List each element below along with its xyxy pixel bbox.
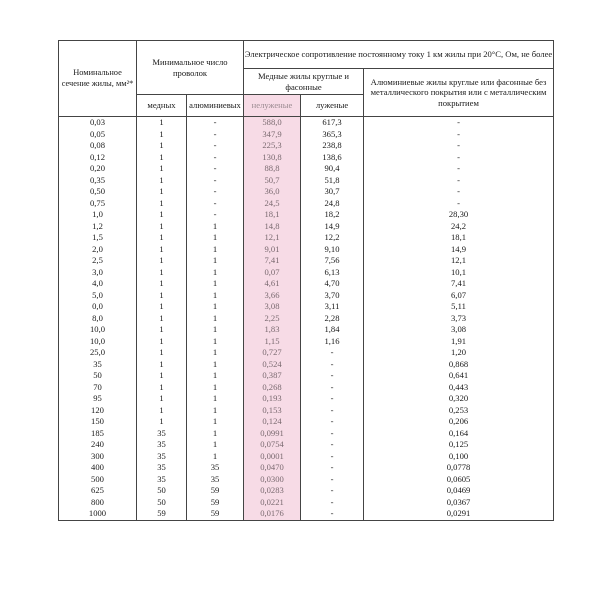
header-cross-section: Номинальное сечение жилы, мм²* bbox=[59, 41, 137, 117]
cell-copper-wires: 1 bbox=[137, 163, 187, 175]
cell-tinned: 1,16 bbox=[301, 336, 364, 348]
cell-copper-wires: 1 bbox=[137, 324, 187, 336]
cell-copper-wires: 1 bbox=[137, 117, 187, 129]
table-row bbox=[59, 129, 554, 141]
cell-aluminum-resistance: 0,0605 bbox=[364, 474, 554, 486]
cell-aluminum-wires: 35 bbox=[187, 462, 244, 474]
cell-tinned: 7,56 bbox=[301, 255, 364, 267]
table-row bbox=[59, 451, 554, 463]
cell-tinned: - bbox=[301, 428, 364, 440]
cell-aluminum-resistance: - bbox=[364, 152, 554, 164]
table-row bbox=[59, 140, 554, 152]
cell-aluminum-wires: - bbox=[187, 198, 244, 210]
cell-cross-section: 1000 bbox=[59, 508, 137, 520]
cell-aluminum-wires: 1 bbox=[187, 336, 244, 348]
cell-copper-wires: 35 bbox=[137, 451, 187, 463]
cell-copper-wires: 1 bbox=[137, 405, 187, 417]
cell-aluminum-wires: - bbox=[187, 152, 244, 164]
cell-copper-wires: 50 bbox=[137, 497, 187, 509]
cell-tinned: 9,10 bbox=[301, 244, 364, 256]
cell-copper-wires: 1 bbox=[137, 347, 187, 359]
table-row bbox=[59, 313, 554, 325]
cell-tinned: - bbox=[301, 462, 364, 474]
cell-untinned: 4,61 bbox=[244, 278, 301, 290]
header-copper-group: Медные жилы круглые и фасонные bbox=[244, 69, 364, 95]
table-row bbox=[59, 324, 554, 336]
cell-aluminum-wires: 1 bbox=[187, 301, 244, 313]
cell-untinned: 0,727 bbox=[244, 347, 301, 359]
cell-tinned: 365,3 bbox=[301, 129, 364, 141]
cell-cross-section: 1,2 bbox=[59, 221, 137, 233]
cell-aluminum-resistance: 0,125 bbox=[364, 439, 554, 451]
cell-aluminum-wires: - bbox=[187, 163, 244, 175]
cell-cross-section: 240 bbox=[59, 439, 137, 451]
cell-copper-wires: 35 bbox=[137, 428, 187, 440]
header-aluminum-group: Алюминиевые жилы круглые или фасонные без металлического покрытия или с металлическим покрытием bbox=[364, 69, 554, 117]
cell-cross-section: 1,0 bbox=[59, 209, 137, 221]
cell-cross-section: 25,0 bbox=[59, 347, 137, 359]
cell-aluminum-wires: 1 bbox=[187, 428, 244, 440]
cell-tinned: 4,70 bbox=[301, 278, 364, 290]
cell-aluminum-resistance: - bbox=[364, 186, 554, 198]
table-row bbox=[59, 508, 554, 520]
cell-aluminum-resistance: 0,164 bbox=[364, 428, 554, 440]
cell-copper-wires: 1 bbox=[137, 336, 187, 348]
cell-aluminum-resistance: 3,08 bbox=[364, 324, 554, 336]
table-body bbox=[59, 117, 554, 521]
cell-untinned: 0,0283 bbox=[244, 485, 301, 497]
cell-aluminum-wires: 1 bbox=[187, 439, 244, 451]
cell-aluminum-resistance: 28,30 bbox=[364, 209, 554, 221]
cell-untinned: 0,0221 bbox=[244, 497, 301, 509]
table-row bbox=[59, 347, 554, 359]
cell-copper-wires: 1 bbox=[137, 313, 187, 325]
table-row bbox=[59, 163, 554, 175]
cell-untinned: 0,268 bbox=[244, 382, 301, 394]
table-row bbox=[59, 393, 554, 405]
cell-copper-wires: 59 bbox=[137, 508, 187, 520]
table-row bbox=[59, 255, 554, 267]
cell-aluminum-resistance: 6,07 bbox=[364, 290, 554, 302]
cell-tinned: 3,70 bbox=[301, 290, 364, 302]
cell-untinned: 0,0470 bbox=[244, 462, 301, 474]
cell-copper-wires: 1 bbox=[137, 301, 187, 313]
cell-cross-section: 70 bbox=[59, 382, 137, 394]
header-tinned: луженые bbox=[301, 95, 364, 117]
cell-copper-wires: 1 bbox=[137, 129, 187, 141]
cell-cross-section: 0,0 bbox=[59, 301, 137, 313]
cell-cross-section: 0,05 bbox=[59, 129, 137, 141]
cell-aluminum-wires: 1 bbox=[187, 324, 244, 336]
cell-tinned: - bbox=[301, 508, 364, 520]
cell-aluminum-wires: 1 bbox=[187, 382, 244, 394]
cell-cross-section: 185 bbox=[59, 428, 137, 440]
cell-cross-section: 4,0 bbox=[59, 278, 137, 290]
cell-tinned: 12,2 bbox=[301, 232, 364, 244]
cell-aluminum-resistance: 0,868 bbox=[364, 359, 554, 371]
cell-copper-wires: 1 bbox=[137, 416, 187, 428]
header-copper-wires: медных bbox=[137, 95, 187, 117]
cell-aluminum-wires: 59 bbox=[187, 485, 244, 497]
cell-cross-section: 50 bbox=[59, 370, 137, 382]
cell-untinned: 12,1 bbox=[244, 232, 301, 244]
table-row bbox=[59, 428, 554, 440]
cell-untinned: 347,9 bbox=[244, 129, 301, 141]
table-row bbox=[59, 497, 554, 509]
cell-aluminum-resistance: 10,1 bbox=[364, 267, 554, 279]
cell-untinned: 3,66 bbox=[244, 290, 301, 302]
table-row bbox=[59, 405, 554, 417]
cell-aluminum-resistance: 0,100 bbox=[364, 451, 554, 463]
cell-aluminum-wires: 1 bbox=[187, 290, 244, 302]
cell-untinned: 24,5 bbox=[244, 198, 301, 210]
cell-aluminum-wires: 1 bbox=[187, 313, 244, 325]
header-min-wires: Минимальное число проволок bbox=[137, 41, 244, 95]
cell-untinned: 0,0300 bbox=[244, 474, 301, 486]
cell-copper-wires: 1 bbox=[137, 198, 187, 210]
table-row bbox=[59, 175, 554, 187]
cell-cross-section: 500 bbox=[59, 474, 137, 486]
cell-aluminum-resistance: - bbox=[364, 198, 554, 210]
cell-aluminum-resistance: 24,2 bbox=[364, 221, 554, 233]
cell-cross-section: 120 bbox=[59, 405, 137, 417]
cell-untinned: 0,124 bbox=[244, 416, 301, 428]
cell-aluminum-resistance: 0,320 bbox=[364, 393, 554, 405]
cell-cross-section: 400 bbox=[59, 462, 137, 474]
cell-tinned: 14,9 bbox=[301, 221, 364, 233]
cell-cross-section: 35 bbox=[59, 359, 137, 371]
cell-cross-section: 0,08 bbox=[59, 140, 137, 152]
cell-aluminum-wires: - bbox=[187, 129, 244, 141]
cell-cross-section: 1,5 bbox=[59, 232, 137, 244]
table-row bbox=[59, 278, 554, 290]
cell-untinned: 225,3 bbox=[244, 140, 301, 152]
cell-cross-section: 800 bbox=[59, 497, 137, 509]
table-row bbox=[59, 439, 554, 451]
cell-untinned: 0,153 bbox=[244, 405, 301, 417]
cell-copper-wires: 35 bbox=[137, 474, 187, 486]
cell-cross-section: 3,0 bbox=[59, 267, 137, 279]
table-row bbox=[59, 474, 554, 486]
cell-tinned: 18,2 bbox=[301, 209, 364, 221]
cell-tinned: 1,84 bbox=[301, 324, 364, 336]
cell-copper-wires: 35 bbox=[137, 439, 187, 451]
cell-untinned: 3,08 bbox=[244, 301, 301, 313]
cell-tinned: 617,3 bbox=[301, 117, 364, 129]
cell-copper-wires: 1 bbox=[137, 209, 187, 221]
cell-aluminum-resistance: 0,0367 bbox=[364, 497, 554, 509]
cell-aluminum-resistance: - bbox=[364, 117, 554, 129]
table-row bbox=[59, 267, 554, 279]
cell-tinned: - bbox=[301, 416, 364, 428]
cell-aluminum-resistance: - bbox=[364, 140, 554, 152]
cell-aluminum-wires: - bbox=[187, 209, 244, 221]
cell-aluminum-wires: 59 bbox=[187, 508, 244, 520]
cell-aluminum-wires: - bbox=[187, 117, 244, 129]
cell-cross-section: 0,75 bbox=[59, 198, 137, 210]
cell-tinned: - bbox=[301, 393, 364, 405]
cell-tinned: - bbox=[301, 451, 364, 463]
cell-copper-wires: 1 bbox=[137, 152, 187, 164]
cell-aluminum-resistance: 0,443 bbox=[364, 382, 554, 394]
table-row bbox=[59, 370, 554, 382]
cell-aluminum-resistance: 18,1 bbox=[364, 232, 554, 244]
table-row bbox=[59, 244, 554, 256]
cell-aluminum-wires: - bbox=[187, 140, 244, 152]
table-row bbox=[59, 198, 554, 210]
table-row bbox=[59, 186, 554, 198]
cell-aluminum-wires: - bbox=[187, 186, 244, 198]
cell-copper-wires: 1 bbox=[137, 175, 187, 187]
cell-copper-wires: 1 bbox=[137, 232, 187, 244]
cell-aluminum-resistance: - bbox=[364, 129, 554, 141]
cell-aluminum-resistance: 3,73 bbox=[364, 313, 554, 325]
cell-aluminum-resistance: 0,0778 bbox=[364, 462, 554, 474]
cell-tinned: 6,13 bbox=[301, 267, 364, 279]
cell-tinned: 238,8 bbox=[301, 140, 364, 152]
cell-aluminum-wires: 35 bbox=[187, 474, 244, 486]
cell-copper-wires: 1 bbox=[137, 140, 187, 152]
header-resistance: Электрическое сопротивление постоянному току 1 км жилы при 20°С, Ом, не более bbox=[244, 41, 554, 69]
cell-cross-section: 300 bbox=[59, 451, 137, 463]
cell-tinned: - bbox=[301, 382, 364, 394]
table-row bbox=[59, 301, 554, 313]
cell-cross-section: 625 bbox=[59, 485, 137, 497]
table-row bbox=[59, 152, 554, 164]
cell-copper-wires: 1 bbox=[137, 382, 187, 394]
table-row bbox=[59, 336, 554, 348]
table-row bbox=[59, 485, 554, 497]
cell-copper-wires: 1 bbox=[137, 370, 187, 382]
cell-cross-section: 2,0 bbox=[59, 244, 137, 256]
cell-aluminum-resistance: - bbox=[364, 175, 554, 187]
cell-tinned: - bbox=[301, 347, 364, 359]
cell-copper-wires: 1 bbox=[137, 290, 187, 302]
cell-tinned: - bbox=[301, 439, 364, 451]
cell-tinned: 90,4 bbox=[301, 163, 364, 175]
cell-tinned: - bbox=[301, 485, 364, 497]
cell-copper-wires: 1 bbox=[137, 221, 187, 233]
table-row bbox=[59, 232, 554, 244]
table-row bbox=[59, 382, 554, 394]
table-row bbox=[59, 462, 554, 474]
cell-untinned: 1,83 bbox=[244, 324, 301, 336]
cell-aluminum-wires: 1 bbox=[187, 370, 244, 382]
cell-aluminum-wires: 1 bbox=[187, 267, 244, 279]
cell-tinned: 2,28 bbox=[301, 313, 364, 325]
cell-untinned: 0,0991 bbox=[244, 428, 301, 440]
cell-cross-section: 0,50 bbox=[59, 186, 137, 198]
table-row bbox=[59, 359, 554, 371]
cell-copper-wires: 1 bbox=[137, 278, 187, 290]
cell-untinned: 2,25 bbox=[244, 313, 301, 325]
cell-aluminum-resistance: 0,253 bbox=[364, 405, 554, 417]
cell-aluminum-wires: 1 bbox=[187, 405, 244, 417]
cell-cross-section: 95 bbox=[59, 393, 137, 405]
cell-untinned: 7,41 bbox=[244, 255, 301, 267]
cell-tinned: 51,8 bbox=[301, 175, 364, 187]
cell-tinned: - bbox=[301, 405, 364, 417]
cell-untinned: 588,0 bbox=[244, 117, 301, 129]
cell-aluminum-wires: 59 bbox=[187, 497, 244, 509]
cell-aluminum-resistance: 1,91 bbox=[364, 336, 554, 348]
cell-aluminum-wires: 1 bbox=[187, 278, 244, 290]
cell-copper-wires: 1 bbox=[137, 244, 187, 256]
cell-aluminum-resistance: 7,41 bbox=[364, 278, 554, 290]
cell-copper-wires: 1 bbox=[137, 359, 187, 371]
table-row bbox=[59, 209, 554, 221]
cell-copper-wires: 1 bbox=[137, 186, 187, 198]
cell-tinned: - bbox=[301, 370, 364, 382]
cell-untinned: 130,8 bbox=[244, 152, 301, 164]
table-row bbox=[59, 416, 554, 428]
cell-untinned: 0,524 bbox=[244, 359, 301, 371]
cell-untinned: 0,0176 bbox=[244, 508, 301, 520]
cell-untinned: 50,7 bbox=[244, 175, 301, 187]
cell-aluminum-wires: 1 bbox=[187, 347, 244, 359]
cell-aluminum-wires: 1 bbox=[187, 255, 244, 267]
table-row bbox=[59, 290, 554, 302]
cell-cross-section: 2,5 bbox=[59, 255, 137, 267]
cell-copper-wires: 35 bbox=[137, 462, 187, 474]
cell-untinned: 36,0 bbox=[244, 186, 301, 198]
cell-aluminum-wires: 1 bbox=[187, 359, 244, 371]
cell-cross-section: 10,0 bbox=[59, 336, 137, 348]
cell-aluminum-resistance: 0,0291 bbox=[364, 508, 554, 520]
cell-copper-wires: 1 bbox=[137, 255, 187, 267]
cell-aluminum-resistance: 0,0469 bbox=[364, 485, 554, 497]
cell-aluminum-wires: 1 bbox=[187, 244, 244, 256]
cell-untinned: 0,387 bbox=[244, 370, 301, 382]
cell-untinned: 0,0001 bbox=[244, 451, 301, 463]
cell-tinned: - bbox=[301, 474, 364, 486]
cell-aluminum-wires: 1 bbox=[187, 221, 244, 233]
cell-cross-section: 0,03 bbox=[59, 117, 137, 129]
table-row bbox=[59, 221, 554, 233]
cell-copper-wires: 50 bbox=[137, 485, 187, 497]
cell-aluminum-resistance: 5,11 bbox=[364, 301, 554, 313]
cell-copper-wires: 1 bbox=[137, 393, 187, 405]
cell-untinned: 18,1 bbox=[244, 209, 301, 221]
cell-aluminum-wires: 1 bbox=[187, 416, 244, 428]
cell-cross-section: 0,12 bbox=[59, 152, 137, 164]
cell-aluminum-resistance: 14,9 bbox=[364, 244, 554, 256]
cell-untinned: 88,8 bbox=[244, 163, 301, 175]
cable-resistance-table bbox=[58, 40, 554, 521]
cell-tinned: - bbox=[301, 359, 364, 371]
cell-tinned: 3,11 bbox=[301, 301, 364, 313]
cell-cross-section: 10,0 bbox=[59, 324, 137, 336]
cell-cross-section: 0,35 bbox=[59, 175, 137, 187]
cell-aluminum-wires: 1 bbox=[187, 393, 244, 405]
header-aluminum-wires: алюминиевых bbox=[187, 95, 244, 117]
table-row bbox=[59, 117, 554, 129]
cell-tinned: 138,6 bbox=[301, 152, 364, 164]
cell-untinned: 9,01 bbox=[244, 244, 301, 256]
cell-aluminum-resistance: 1,20 bbox=[364, 347, 554, 359]
cell-copper-wires: 1 bbox=[137, 267, 187, 279]
cell-untinned: 14,8 bbox=[244, 221, 301, 233]
cell-aluminum-resistance: - bbox=[364, 163, 554, 175]
cell-aluminum-resistance: 0,206 bbox=[364, 416, 554, 428]
cell-tinned: 30,7 bbox=[301, 186, 364, 198]
cell-aluminum-wires: 1 bbox=[187, 232, 244, 244]
table-header bbox=[59, 41, 554, 117]
cell-cross-section: 0,20 bbox=[59, 163, 137, 175]
cell-cross-section: 5,0 bbox=[59, 290, 137, 302]
cell-aluminum-resistance: 12,1 bbox=[364, 255, 554, 267]
cell-aluminum-wires: 1 bbox=[187, 451, 244, 463]
cell-untinned: 1,15 bbox=[244, 336, 301, 348]
cell-tinned: 24,8 bbox=[301, 198, 364, 210]
cell-aluminum-wires: - bbox=[187, 175, 244, 187]
cell-untinned: 0,193 bbox=[244, 393, 301, 405]
cell-cross-section: 150 bbox=[59, 416, 137, 428]
cell-aluminum-resistance: 0,641 bbox=[364, 370, 554, 382]
cell-untinned: 0,0754 bbox=[244, 439, 301, 451]
header-untinned: нелуженые bbox=[244, 95, 301, 117]
cell-tinned: - bbox=[301, 497, 364, 509]
cell-untinned: 0,07 bbox=[244, 267, 301, 279]
cell-cross-section: 8,0 bbox=[59, 313, 137, 325]
